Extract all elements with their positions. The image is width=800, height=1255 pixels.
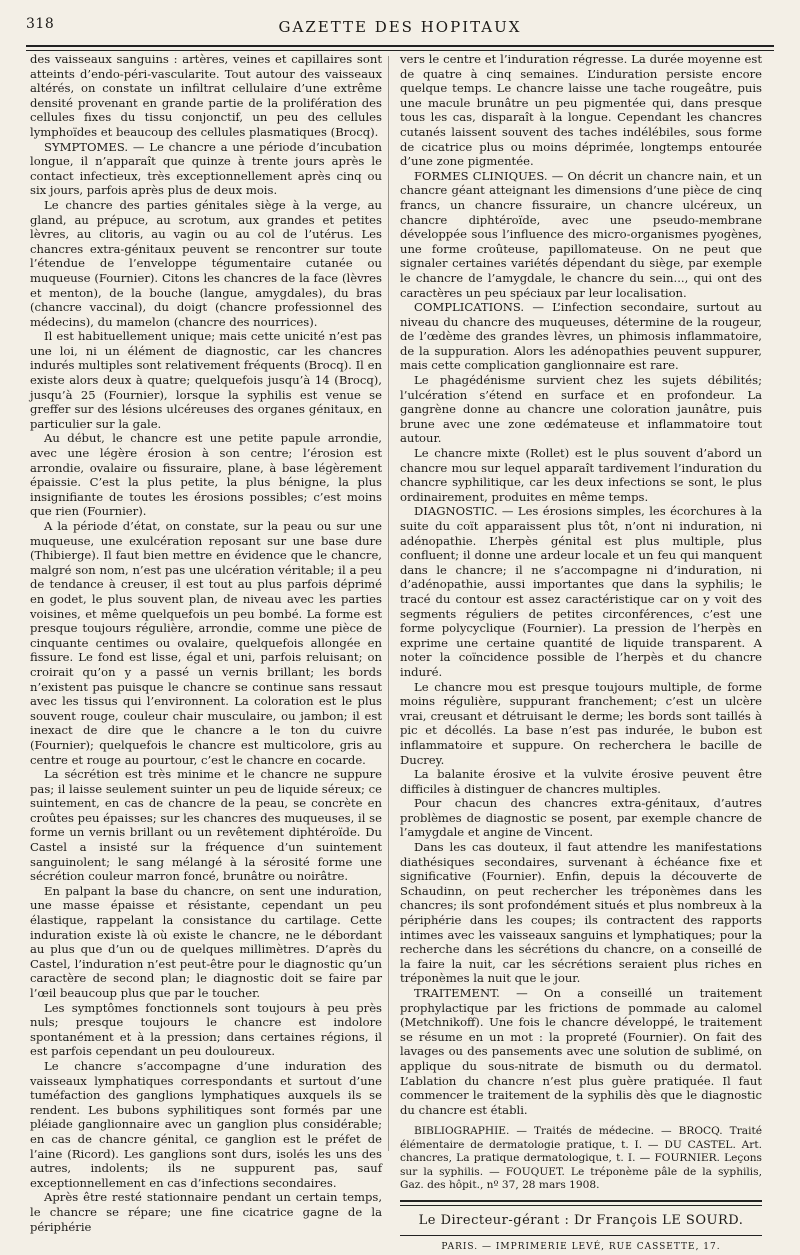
paragraph: Le chancre mou est presque toujours multiple, de forme moins régulière, suppurant franchement; c’est un ulcère vrai, creusant et détruisant le derme; les bords sont taillés à pic et décollés. La base n’est pas indurée, le bubon est inflammatoire et suppure. On recherchera le bacille de Ducrey. xyxy=(400,679,762,767)
paragraph: La sécrétion est très minime et le chancre ne suppure pas; il laisse seulement suinter un peu de liquide séreux; ce suintement, en cas de chancre de la peau, se concrète en croûtes peu épaisses; sur les chancres des muqueuses, il se forme un vernis brillant ou un revêtement diphtéroïde. Du Castel a insisté sur la fréquence d’un suintement sanguinolent; le sang mélangé à la sérosité forme une sécrétion couleur marron foncé, brunâtre ou noirâtre. xyxy=(30,767,382,884)
footer-rule xyxy=(400,1200,762,1206)
paragraph: Les symptômes fonctionnels sont toujours à peu près nuls; presque toujours le chancre est indolore spontanément et à la pression; dans certaines régions, il est parfois cependant un peu douloureux. xyxy=(30,1000,382,1059)
paragraph: Le chancre s’accompagne d’une induration des vaisseaux lymphatiques correspondants et surtout d’une tuméfaction des ganglions lymphatiques auxquels ils se rendent. Les bubons syphilitiques sont formés par une pléiade ganglionnaire avec un ganglion plus considérable; en cas de chancre génital, ce ganglion est le préfet de l’aine (Ricord). Les ganglions sont durs, isolés les uns des autres, indolents; ils ne suppurent pas, sauf exceptionnellement en cas d’infections secondaires. xyxy=(30,1058,382,1190)
paragraph: Au début, le chancre est une petite papule arrondie, avec une légère érosion à son centre; l’érosion est arrondie, ovalaire ou fissuraire, plane, à base légèrement épaissie. C’est la plus petite, la plus bénigne, la plus insignifiante de toutes les érosions possibles; c’est moins que rien (Fournier). xyxy=(30,431,382,519)
paragraph: Le phagédénisme survient chez les sujets débilités; l’ulcération s’étend en surface et en profondeur. La gangrène donne au chancre une coloration jaunâtre, puis brune avec une zone œdémateuse et inflammatoire tout autour. xyxy=(400,373,762,446)
paragraph: Il est habituellement unique; mais cette unicité n’est pas une loi, ni un élément de diagnostic, car les chancres indurés multiples sont relativement fréquents (Brocq). Il en existe alors deux à quatre; quelquefois jusqu’à 14 (Brocq), jusqu’à 25 (Fournier), lorsque la syphilis est venue se greffer sur des lésions ulcéreuses des organes génitaux, en particulier sur la gale. xyxy=(30,329,382,431)
paragraph: Le chancre mixte (Rollet) est le plus souvent d’abord un chancre mou sur lequel apparaît tardivement l’induration du chancre syphilitique, car les deux infections se sont, le plus ordinairement, produites en même temps. xyxy=(400,446,762,504)
page-number: 318 xyxy=(26,16,55,32)
paragraph: Après être resté stationnaire pendant un certain temps, le chancre se répare; une fine cicatrice gagne de la périphérie xyxy=(30,1190,382,1234)
director-manager-line: Le Directeur-gérant : Dr François LE SOURD. xyxy=(418,1213,744,1229)
left-column xyxy=(30,52,382,1234)
right-column xyxy=(400,52,762,1255)
paragraph: TRAITEMENT. — On a conseillé un traitement prophylactique par les frictions de pommade au calomel (Metchnikoff). Une fois le chancre développé, le traitement se résume en un mot : la propreté (Fournier). On fait des lavages ou des pansements avec une solution de sublimé, on applique du sous-nitrate de bismuth ou du dermatol. L’ablation du chancre n’est plus guère pratiquée. Il faut commencer le traitement de la syphilis dès que le diagnostic du chancre est établi. xyxy=(400,986,762,1117)
header-rule xyxy=(26,45,774,51)
paragraph: Dans les cas douteux, il faut attendre les manifestations diathésiques secondaires, survenant à échéance fixe et significative (Fournier). Enfin, depuis la découverte de Schaudinn, on peut rechercher les tréponèmes dans les chancres; ils sont profondément situés et plus nombreux à la périphérie dans les coupes; ils contractent des rapports intimes avec les vaisseaux sanguins et lymphatiques; pour la recherche dans les sécrétions du chancre, on a conseillé de la faire la nuit, car les sécrétions seraient plus riches en tréponèmes la nuit que le jour. xyxy=(400,840,762,986)
paragraph: En palpant la base du chancre, on sent une induration, une masse épaisse et résistante, cependant un peu élastique, rappelant la consistance du cartilage. Cette induration existe là où existe le chancre, ne le débordant au plus que d’un ou de quelques millimètres. D’après du Castel, l’induration n’est peut-être pour le diagnostic qu’un caractère de second plan; le diagnostic doit se faire par l’œil beaucoup plus que par le toucher. xyxy=(30,883,382,1000)
paragraph: vers le centre et l’induration régresse. La durée moyenne est de quatre à cinq semaines. L’induration persiste encore quelque temps. Le chancre laisse une tache rougeâtre, puis une macule brunâtre un peu pigmentée qui, dans presque tous les cas, disparaît à la longue. Cependant les chancres cutanés laissent souvent des taches indélébiles, sous forme de cicatrice plus ou moins déprimée, longtemps entourée d’une zone pigmentée. xyxy=(400,52,762,169)
running-head: GAZETTE DES HOPITAUX xyxy=(278,18,522,36)
paragraph: COMPLICATIONS. — L’infection secondaire, surtout au niveau du chancre des muqueuses, détermine de la rougeur, de l’œdème des grandes lèvres, un phimosis inflammatoire, de la suppuration. Alors les adénopathies peuvent suppurer, mais cette complication ganglionnaire est rare. xyxy=(400,300,762,373)
column-divider xyxy=(388,56,389,1151)
paragraph: A la période d’état, on constate, sur la peau ou sur une muqueuse, une exulcération reposant sur une base dure (Thibierge). Il faut bien mettre en évidence que le chancre, malgré son nom, n’est pas une ulcération véritable; il a peu de tendance à creuser, il est tout au plus parfois déprimé en godet, le plus souvent plan, de niveau avec les parties voisines, et même quelquefois un peu bombé. La forme est presque toujours régulière, arrondie, comme une pièce de cinquante centimes ou ovalaire, quelquefois allongée en fissure. Le fond est lisse, égal et uni, parfois reluisant; on croirait qu’on y a passé un vernis brillant; les bords n’existent pas puisque le chancre se continue sans ressaut avec les tissus qui l’environnent. La coloration est le plus souvent rouge, couleur chair musculaire, ou jambon; il est inexact de dire que le chancre a le ton du cuivre (Fournier); quelquefois le chancre est multicolore, gris au centre et rouge au pourtour, c’est le chancre en cocarde. xyxy=(30,519,382,767)
paragraph: SYMPTOMES. — Le chancre a une période d’incubation longue, il n’apparaît que quinze à trente jours après le contact infectieux, très exceptionnellement après cinq ou six jours, parfois après plus de deux mois. xyxy=(30,139,382,198)
paragraph: FORMES CLINIQUES. — On décrit un chancre nain, et un chancre géant atteignant les dimensions d’une pièce de cinq francs, un chancre fissuraire, un chancre ulcéreux, un chancre diphtéroïde, avec une pseudo-membrane développée sous l’influence des micro-organismes pyogènes, une forme croûteuse, papillomateuse. On ne peut que signaler certaines variétés dépendant du siège, par exemple le chancre de l’amygdale, le chancre du sein..., qui ont des caractères un peu spéciaux par leur localisation. xyxy=(400,168,762,300)
bibliography: BIBLIOGRAPHIE. — Traités de médecine. — BROCQ. Traité élémentaire de dermatologie pratique, t. I. — DU CASTEL. Art. chancres, La pratique dermatologique, t. I. — FOURNIER. Leçons sur la syphilis. — FOUQUET. Le tréponème pâle de la syphilis, Gaz. des hôpit., nº 37, 28 mars 1908. xyxy=(400,1125,762,1191)
paragraph: Pour chacun des chancres extra-génitaux, d’autres problèmes de diagnostic se posent, par exemple chancre de l’amygdale et angine de Vincent. xyxy=(400,796,762,840)
printer-imprint: PARIS. — IMPRIMERIE LEVÉ, RUE CASSETTE, 17. xyxy=(441,1241,721,1252)
paragraph: DIAGNOSTIC. — Les érosions simples, les écorchures à la suite du coït apparaissent plus tôt, n’ont ni induration, ni adénopathie. L’herpès génital est plus multiple, plus confluent; il donne une ardeur locale et un feu qui manquent dans le chancre; il ne s’accompagne ni d’induration, ni d’adénopathie, aussi importantes que dans la syphilis; le tracé du contour est assez caractéristique car on y voit des segments réguliers de petites circonférences, c’est une forme polycyclique (Fournier). La pression de l’herpès en exprime une certaine quantité de liquide transparent. A noter la coïncidence possible de l’herpès et du chancre induré. xyxy=(400,504,762,679)
paragraph: La balanite érosive et la vulvite érosive peuvent être difficiles à distinguer de chancres multiples. xyxy=(400,767,762,796)
paragraph: des vaisseaux sanguins : artères, veines et capillaires sont atteints d’endo-péri-vascularite. Tout autour des vaisseaux altérés, on constate un infiltrat cellulaire d’une extrême densité provenant en grande partie de la prolifération des cellules fixes du tissu conjonctif, un peu des cellules lymphoïdes et beaucoup des cellules plasmatiques (Brocq). xyxy=(30,52,382,139)
paragraph: Le chancre des parties génitales siège à la verge, au gland, au prépuce, au scrotum, aux grandes et petites lèvres, au clitoris, au vagin ou au col de l’utérus. Les chancres extra-génitaux peuvent se rencontrer sur toute l’étendue de l’enveloppe tégumentaire cutanée ou muqueuse (Fournier). Citons les chancres de la face (lèvres et menton), de la bouche (langue, amygdales), du bras (chancre vaccinal), du doigt (chancre professionnel des médecins), du mamelon (chancre des nourrices). xyxy=(30,197,382,329)
footer-rule-thin xyxy=(400,1235,762,1236)
